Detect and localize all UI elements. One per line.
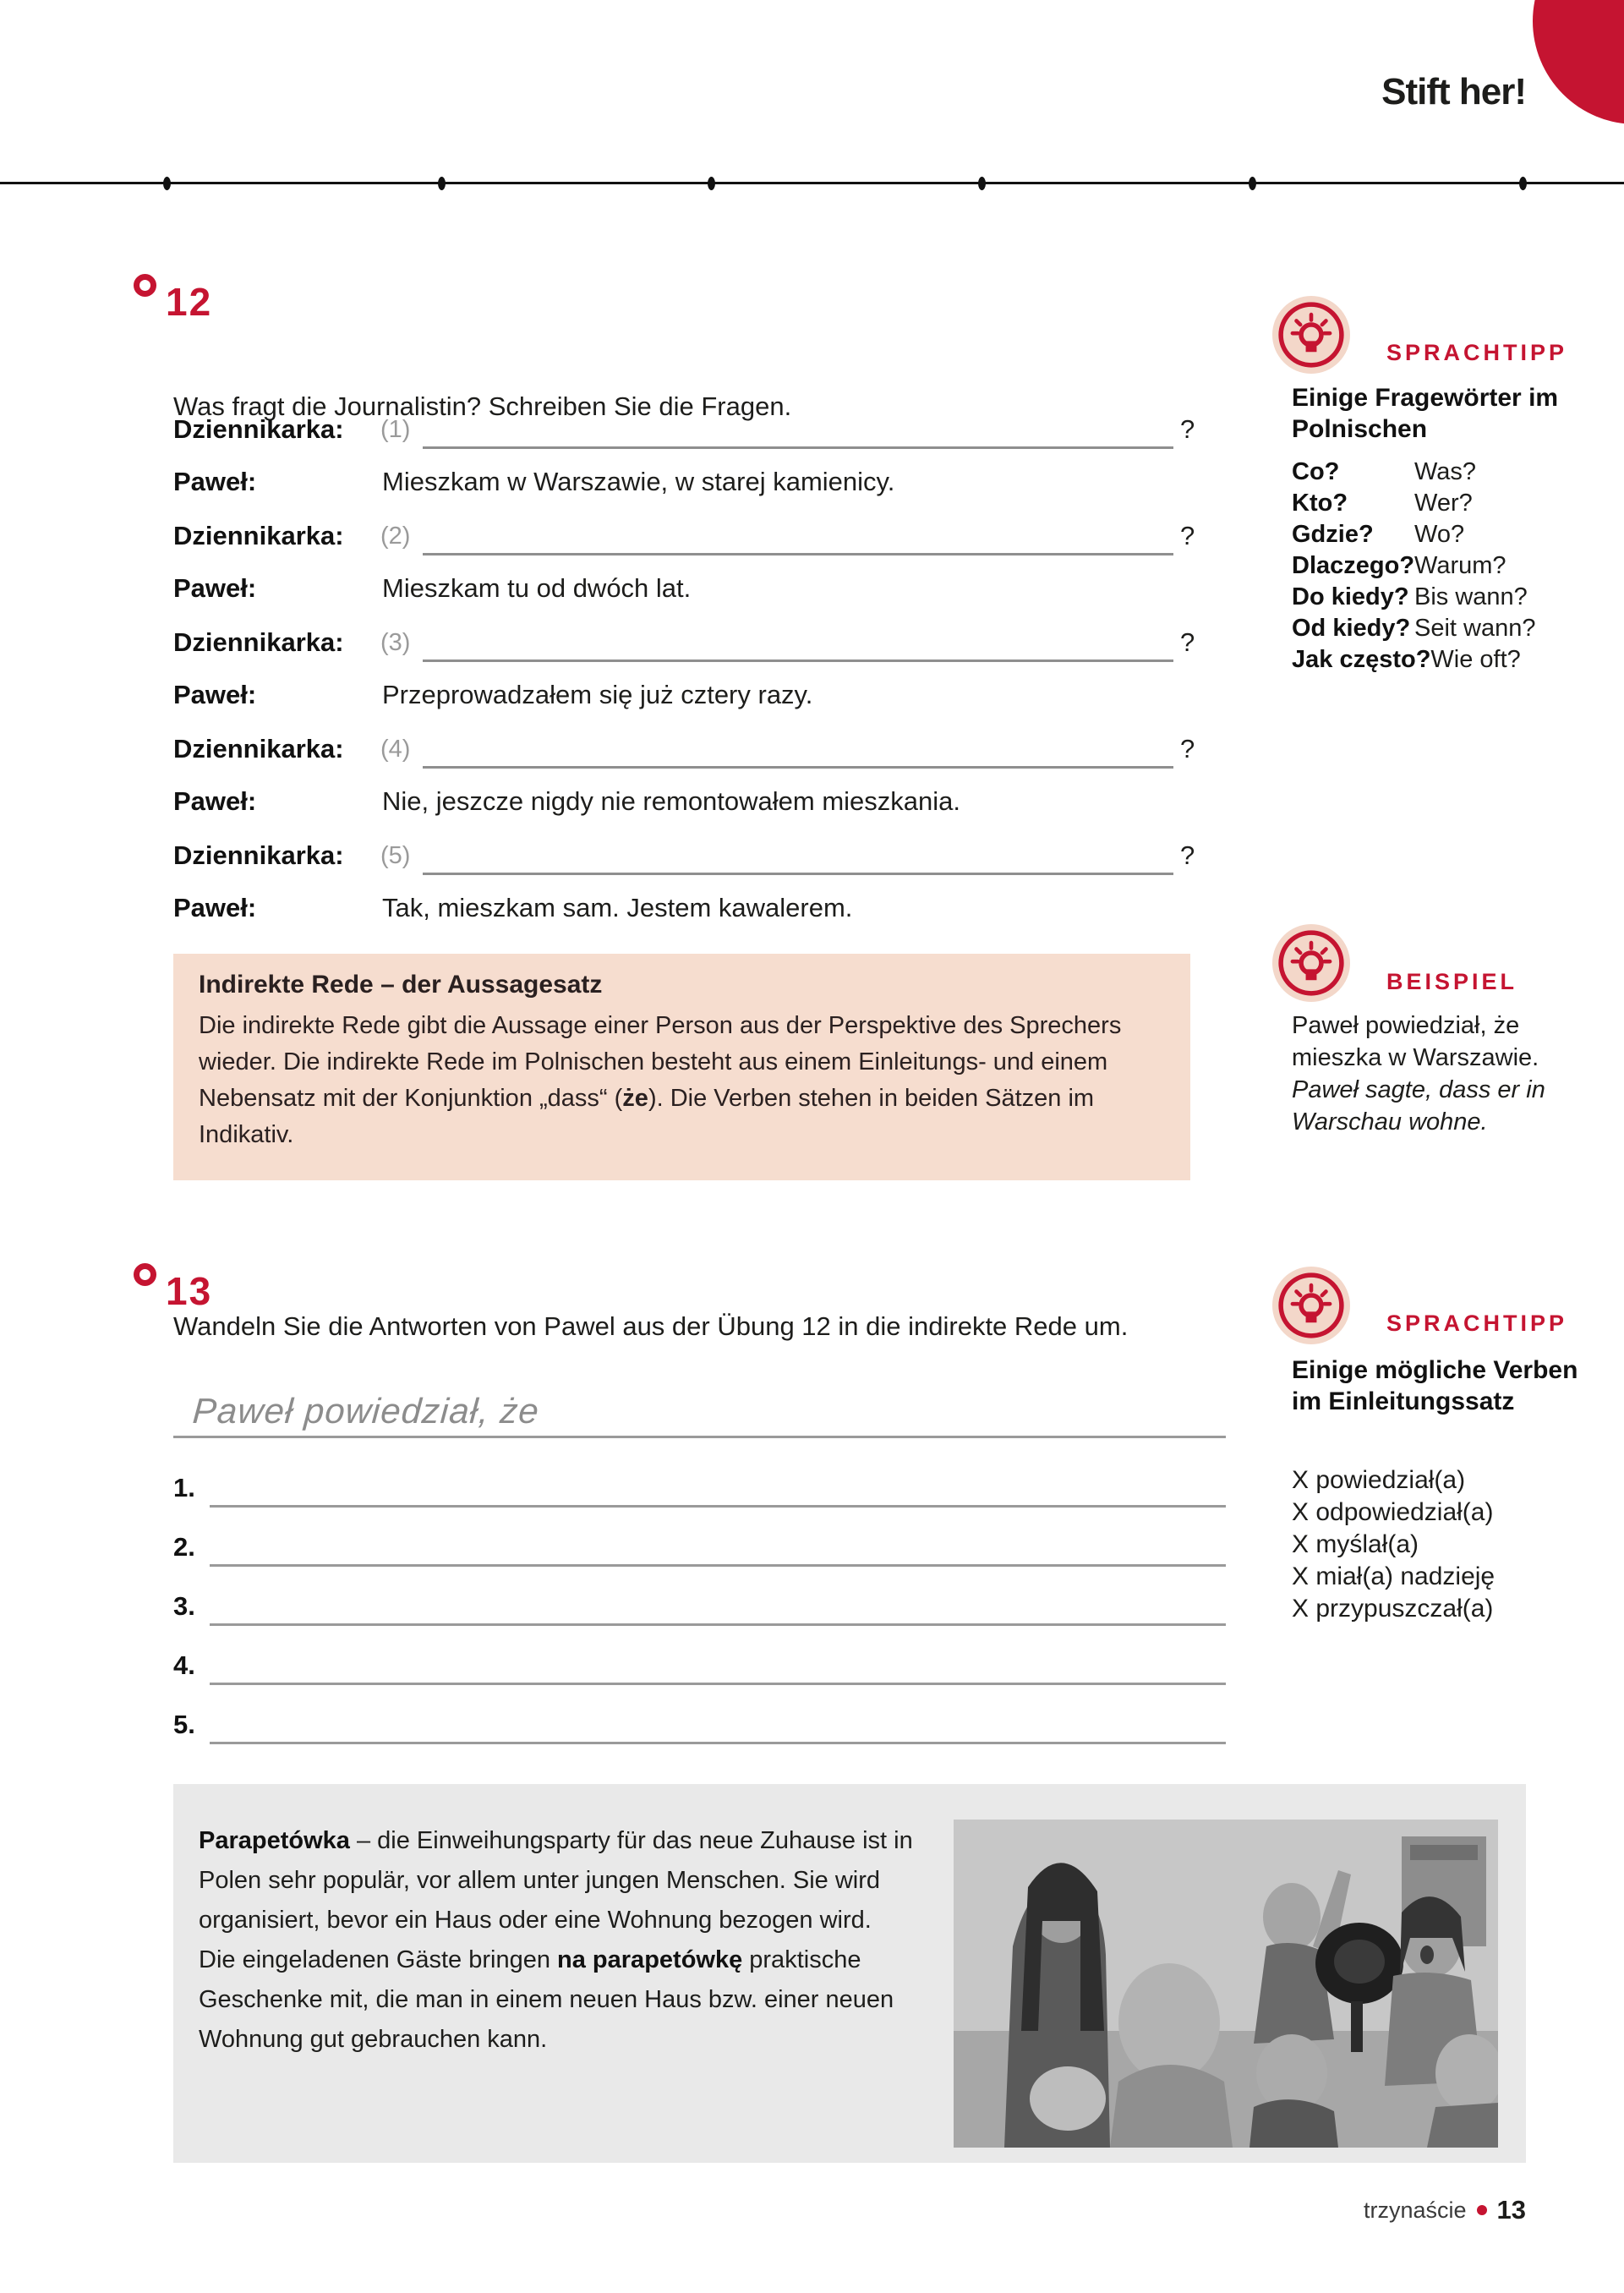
handwritten-prompt: Paweł powiedział, że [191, 1391, 541, 1431]
question-blank-line[interactable] [423, 414, 1173, 449]
beispiel-german-sentence: Paweł sagte, dass er in Warschau wohne. [1292, 1076, 1545, 1136]
page-footer [1364, 2195, 1526, 2225]
lightbulb-icon [1272, 924, 1350, 1002]
prompt-blank-line[interactable] [173, 1404, 1226, 1438]
answer-blank-line[interactable] [210, 1650, 1226, 1685]
beispiel-polish-sentence: Paweł powiedział, że mieszka w Warszawie. [1292, 1012, 1539, 1071]
question-word-row: Gdzie? Wo? [1292, 521, 1465, 548]
speaker-label: Paweł: [173, 467, 257, 496]
question-mark: ? [1180, 627, 1195, 657]
beispiel-text [1292, 1010, 1572, 1138]
question-mark: ? [1180, 734, 1195, 763]
verb-item: X miał(a) nadzieję [1292, 1562, 1496, 1590]
list-number: 4. [173, 1650, 195, 1680]
question-blank-line[interactable] [423, 840, 1173, 875]
party-photo-illustration [954, 1820, 1498, 2148]
dialog-answer: Przeprowadzałem się już cztery razy. [382, 680, 813, 709]
exercise-12-marker-icon [134, 274, 156, 297]
question-blank-line[interactable] [423, 627, 1173, 662]
grammar-info-box [173, 954, 1190, 1180]
footer-dot-icon [1477, 2205, 1487, 2215]
verb-item: X odpowiedział(a) [1292, 1498, 1494, 1526]
bold-phrase: na parapetówkę [557, 1946, 743, 1973]
exercise-13-marker-icon [134, 1263, 156, 1286]
lightbulb-icon [1272, 296, 1350, 374]
answer-blank-line[interactable] [210, 1591, 1226, 1626]
sprachtipp2-heading: Einige mögliche Verben im Einleitungssatz [1292, 1356, 1578, 1415]
grammar-box-body: Die indirekte Rede gibt die Aussage einer Person aus der Perspektive des Sprechers wieder. Die indirekte Rede im Polnischen besteht aus einem Einleitungs- und einem Nebensatz mit der Konjunktion „dass“ (że). Die Verben stehen in beiden Sätzen im Indikativ. [199, 1012, 1122, 1148]
header-divider [0, 182, 1624, 184]
dialog-answer: Mieszkam tu od dwóch lat. [382, 573, 692, 603]
speaker-label: Dziennikarka: [173, 627, 344, 657]
question-blank-line[interactable] [423, 521, 1173, 555]
answer-blank-line[interactable] [210, 1710, 1226, 1744]
speaker-label: Paweł: [173, 786, 257, 816]
list-number: 5. [173, 1710, 195, 1739]
question-blank-line[interactable] [423, 734, 1173, 769]
question-word-list [1292, 457, 1539, 676]
question-word-row: Do kiedy? Bis wann? [1292, 583, 1528, 610]
verb-list [1292, 1464, 1586, 1625]
speaker-label: Paweł: [173, 893, 257, 922]
exercise-12-number: 12 [166, 280, 213, 324]
grammar-box-title: Indirekte Rede – der Aussagesatz [199, 971, 603, 999]
page-title: Stift her! [1381, 71, 1526, 112]
question-mark: ? [1180, 840, 1195, 870]
dialog-answer: Mieszkam w Warszawie, w starej kamienicy. [382, 467, 895, 496]
exercise-13-number: 13 [166, 1269, 213, 1313]
speaker-label: Dziennikarka: [173, 414, 344, 444]
exercise-12-instruction: Was fragt die Journalistin? Schreiben Sie die Fragen. [173, 391, 792, 421]
page-number-word: trzynaście [1363, 2197, 1467, 2223]
verb-item: X myślał(a) [1292, 1530, 1419, 1558]
list-number: 2. [173, 1532, 195, 1562]
speaker-label: Dziennikarka: [173, 521, 344, 550]
blank-number: (2) [380, 523, 411, 550]
question-word-row: Dlaczego?Warum? [1292, 552, 1506, 579]
red-corner-decoration [1533, 0, 1624, 124]
blank-number: (4) [380, 736, 411, 763]
blank-number: (5) [380, 842, 411, 869]
sprachtipp-label: SPRACHTIPP [1386, 340, 1568, 365]
sprachtipp1-heading: Einige Fragewörter im Polnischen [1292, 384, 1559, 443]
sprachtipp-label: SPRACHTIPP [1386, 1311, 1568, 1336]
question-mark: ? [1180, 414, 1195, 444]
speaker-label: Dziennikarka: [173, 734, 344, 763]
speaker-label: Dziennikarka: [173, 840, 344, 870]
question-word-row: Co? Was? [1292, 458, 1477, 485]
party-photo [954, 1820, 1498, 2148]
bold-conjunction: że [622, 1085, 648, 1112]
dialog-answer: Nie, jeszcze nigdy nie remontowałem mieszkania. [382, 786, 961, 816]
answer-blank-line[interactable] [210, 1473, 1226, 1508]
blank-number: (3) [380, 629, 411, 656]
culture-info-text: Parapetówka – die Einweihungsparty für das neue Zuhause ist in Polen sehr populär, vor allem unter jungen Menschen. Sie wird organisiert, bevor ein Haus oder eine Wohnung bezogen wird. Die eingeladenen Gäste bringen na parapetówkę praktische Geschenke mit, die man in einem neuen Haus bzw. einer neuen Wohnung gut gebrauchen kann. [199, 1827, 913, 2053]
list-number: 3. [173, 1591, 195, 1621]
question-word-row: Jak często?Wie oft? [1292, 646, 1521, 673]
culture-info-box [173, 1784, 1526, 2163]
verb-item: X przypuszczał(a) [1292, 1595, 1494, 1623]
blank-number: (1) [380, 416, 411, 443]
list-number: 1. [173, 1473, 195, 1502]
answer-blank-line[interactable] [210, 1532, 1226, 1567]
beispiel-label: BEISPIEL [1386, 969, 1518, 994]
verb-item: X powiedział(a) [1292, 1466, 1466, 1494]
question-word-row: Kto? Wer? [1292, 490, 1473, 517]
page-number: 13 [1496, 2195, 1526, 2225]
exercise-13-instruction: Wandeln Sie die Antworten von Pawel aus der Übung 12 in die indirekte Rede um. [173, 1311, 1129, 1341]
speaker-label: Paweł: [173, 573, 257, 603]
bold-term: Parapetówka [199, 1827, 350, 1854]
speaker-label: Paweł: [173, 680, 257, 709]
lightbulb-icon [1272, 1267, 1350, 1344]
question-mark: ? [1180, 521, 1195, 550]
dialog-answer: Tak, mieszkam sam. Jestem kawalerem. [382, 893, 853, 922]
question-word-row: Od kiedy? Seit wann? [1292, 615, 1536, 642]
